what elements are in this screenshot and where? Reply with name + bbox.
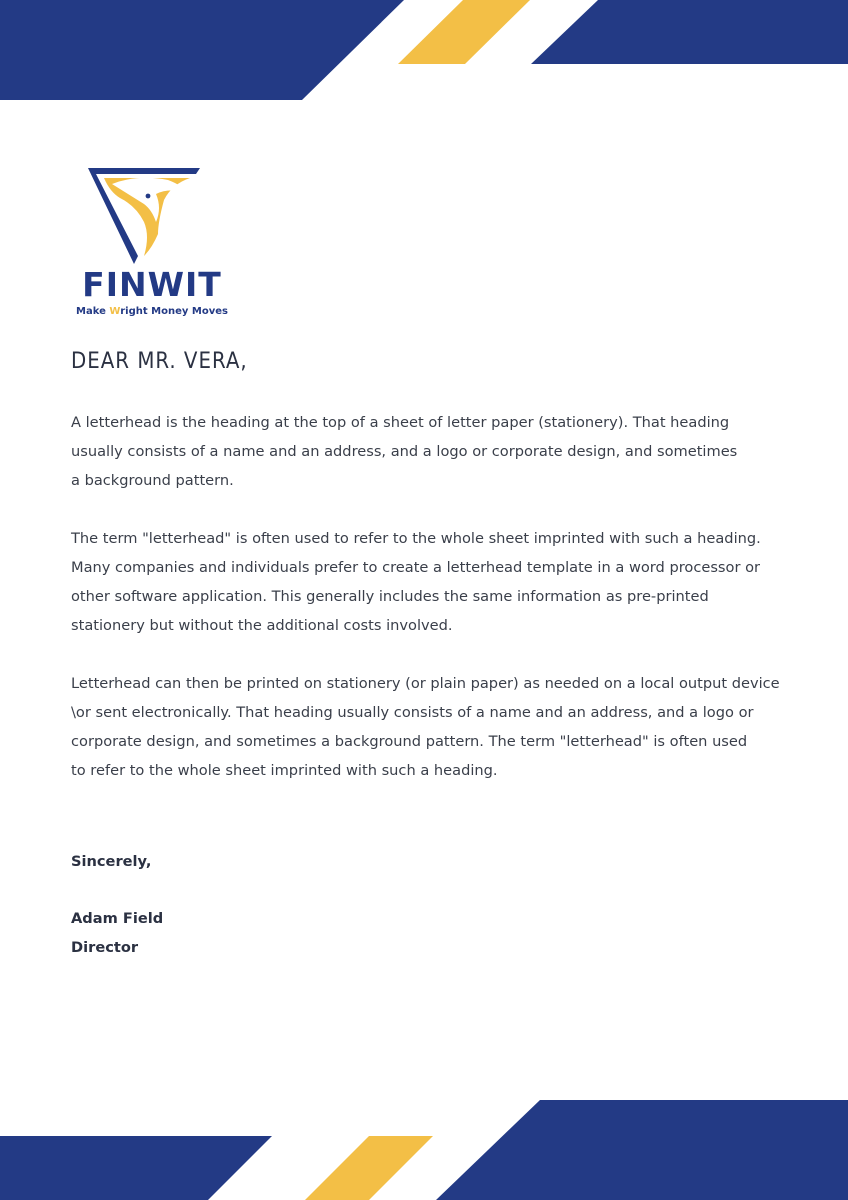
header-blue-band-left <box>0 0 404 100</box>
footer-yellow-stripe <box>305 1136 433 1200</box>
paragraph-line: stationery but without the additional costs involved. <box>71 617 453 634</box>
paragraph-line: Many companies and individuals prefer to create a letterhead template in a word processor or <box>71 559 761 576</box>
paragraph-line: to refer to the whole sheet imprinted with such a heading. <box>71 762 498 779</box>
company-logo <box>72 164 232 324</box>
header-band <box>0 0 848 100</box>
tagline-prefix: Make <box>76 306 110 317</box>
paragraph-line: \or sent electronically. That heading usually consists of a name and an address, and a logo or <box>71 704 754 721</box>
signer-title: Director <box>71 939 139 956</box>
paragraph-line: a background pattern. <box>71 472 234 489</box>
paragraph-line: The term "letterhead" is often used to refer to the whole sheet imprinted with such a heading. <box>71 530 761 547</box>
logo-wordmark: FINWIT <box>82 265 222 304</box>
paragraph-line: Letterhead can then be printed on stationery (or plain paper) as needed on a local output device <box>71 675 780 692</box>
paragraph-line: other software application. This generally includes the same information as pre-printed <box>71 588 709 605</box>
footer-band <box>0 1100 848 1200</box>
paragraph-line: corporate design, and sometimes a background pattern. The term "letterhead" is often used <box>71 733 748 750</box>
paragraph-line: A letterhead is the heading at the top of a sheet of letter paper (stationery). That heading <box>71 414 730 431</box>
signer-name: Adam Field <box>71 910 164 927</box>
paragraph-2 <box>71 524 771 640</box>
letter-body <box>71 408 780 814</box>
salutation: DEAR MR. VERA, <box>71 349 248 374</box>
paragraph-1 <box>71 408 771 495</box>
triangle-dolphin-icon <box>72 164 232 264</box>
header-yellow-stripe <box>398 0 530 64</box>
tagline-suffix: right Money Moves <box>120 306 228 317</box>
signature-block <box>71 904 163 962</box>
paragraph-line: usually consists of a name and an address, and a logo or corporate design, and sometimes <box>71 443 738 460</box>
logo-tagline <box>72 307 232 317</box>
header-blue-band-right <box>531 0 848 64</box>
footer-blue-band-right <box>436 1100 848 1200</box>
closing: Sincerely, <box>71 853 152 870</box>
footer-blue-band-left <box>0 1136 272 1200</box>
paragraph-3 <box>71 669 780 785</box>
tagline-highlight: W <box>109 306 121 317</box>
